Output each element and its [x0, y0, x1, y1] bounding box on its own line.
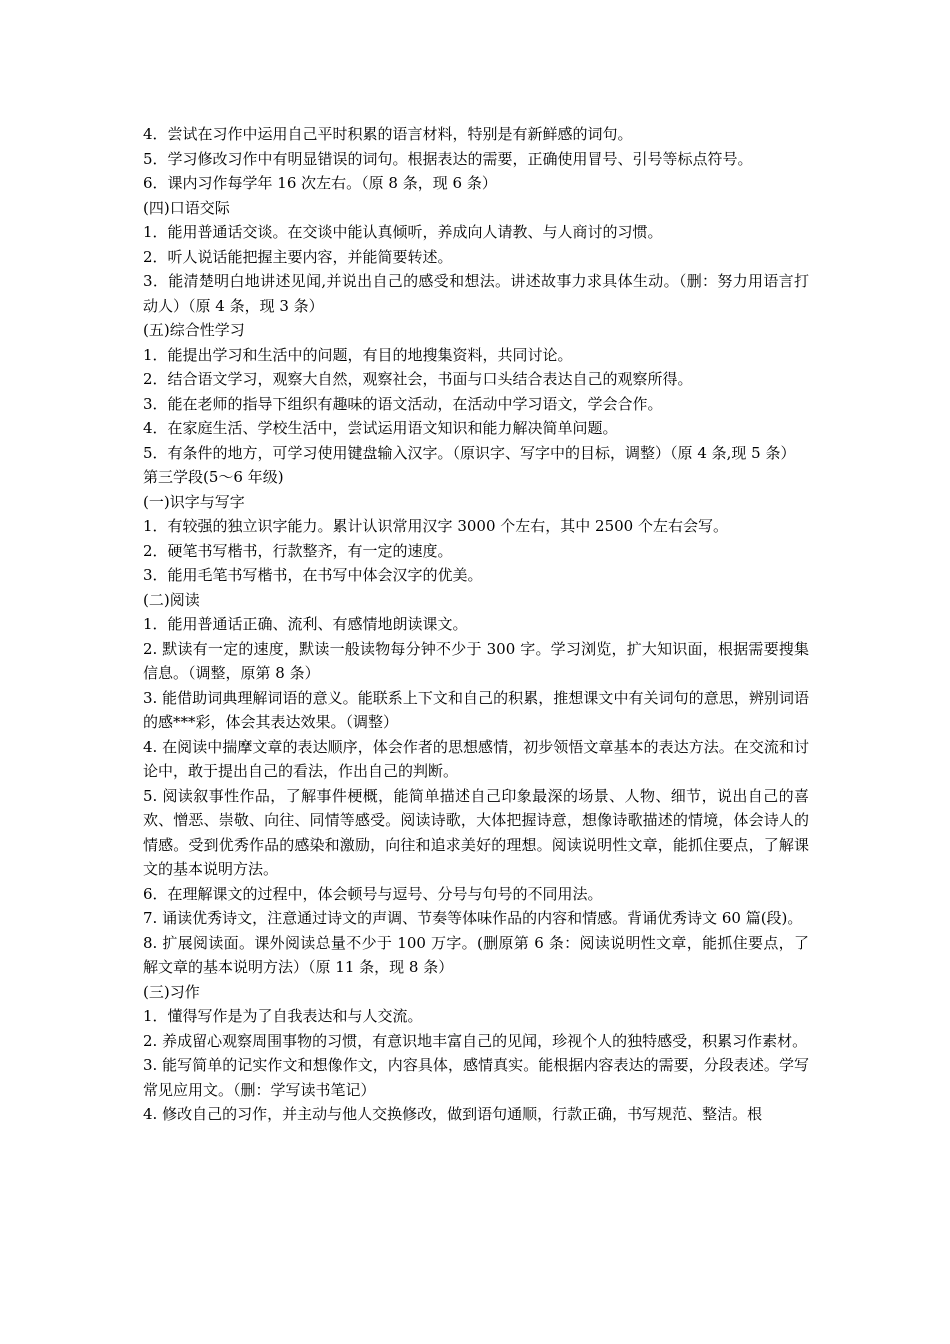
document-body — [143, 122, 809, 1127]
text-line: 5. 阅读叙事性作品，了解事件梗概，能简单描述自己印象最深的场景、人物、细节，说出自己的喜欢、憎恶、崇敬、向往、同情等感受。阅读诗歌，大体把握诗意，想像诗歌描述的情境，体会诗人的情感。受到优秀作品的感染和激励，向往和追求美好的理想。阅读说明性文章，能抓住要点，了解课文的基本说明方法。 — [143, 786, 809, 878]
text-line: 4. 修改自己的习作，并主动与他人交换修改，做到语句通顺，行款正确，书写规范、整洁。根 — [143, 1105, 763, 1123]
text-line: 5．学习修改习作中有明显错误的词句。根据表达的需要，正确使用冒号、引号等标点符号。 — [143, 149, 753, 168]
text-line: 6．在理解课文的过程中，体会顿号与逗号、分号与句号的不同用法。 — [143, 884, 603, 903]
section-heading: (五)综合性学习 — [143, 321, 245, 339]
text-line: 4. 在阅读中揣摩文章的表达顺序，体会作者的思想感情，初步领悟文章基本的表达方法。在交流和讨论中，敢于提出自己的看法，作出自己的判断。 — [143, 737, 809, 780]
text-line: 5．有条件的地方，可学习使用键盘输入汉字。（原识字、写字中的目标，调整）（原 4 条,现 5 条） — [143, 443, 796, 462]
text-line: 4．在家庭生活、学校生活中，尝试运用语文知识和能力解决简单问题。 — [143, 419, 618, 437]
text-line: 6．课内习作每学年 16 次左右。（原 8 条，现 6 条） — [143, 174, 497, 192]
text-line: 1．有较强的独立识字能力。累计认识常用汉字 3000 个左右，其中 2500 个左右会写。 — [143, 517, 728, 535]
text-line: 7. 诵读优秀诗文，注意通过诗文的声调、节奏等体味作品的内容和情感。背诵优秀诗文 60 篇(段)。 — [143, 909, 803, 927]
section-heading: (四)口语交际 — [143, 198, 230, 217]
text-line: 4．尝试在习作中运用自己平时积累的语言材料，特别是有新鲜感的词句。 — [143, 125, 633, 143]
text-line: 3. 能写简单的记实作文和想像作文，内容具体，感情真实。能根据内容表达的需要，分段表述。学写常见应用文。（删：学写读书笔记） — [143, 1056, 809, 1099]
section-heading: (三)习作 — [143, 982, 200, 1001]
text-line: 2. 默读有一定的速度，默读一般读物每分钟不少于 300 字。学习浏览，扩大知识面，根据需要搜集信息。（调整，原第 8 条） — [143, 639, 809, 682]
text-line: 3．能在老师的指导下组织有趣味的语文活动，在活动中学习语文，学会合作。 — [143, 394, 663, 413]
text-line: 2. 养成留心观察周围事物的习惯，有意识地丰富自己的见闻，珍视个人的独特感受，积累习作素材。 — [143, 1031, 808, 1050]
text-line: 3．能用毛笔书写楷书，在书写中体会汉字的优美。 — [143, 566, 483, 584]
stage-heading: 第三学段(5～6 年级) — [143, 468, 284, 486]
text-line: 1．能提出学习和生活中的问题，有目的地搜集资料，共同讨论。 — [143, 345, 573, 364]
text-line: 1．懂得写作是为了自我表达和与人交流。 — [143, 1007, 423, 1025]
section-heading: (二)阅读 — [143, 590, 200, 609]
text-line: 2．听人说话能把握主要内容，并能简要转述。 — [143, 247, 453, 266]
section-heading: (一)识字与写字 — [143, 492, 245, 511]
text-line: 2．硬笔书写楷书，行款整齐，有一定的速度。 — [143, 541, 453, 560]
text-line: 8. 扩展阅读面。课外阅读总量不少于 100 万字。(删原第 6 条：阅读说明性文章，能抓住要点，了解文章的基本说明方法）（原 11 条，现 8 条） — [143, 933, 809, 976]
text-line: 2．结合语文学习，观察大自然，观察社会，书面与口头结合表达自己的观察所得。 — [143, 370, 693, 388]
text-line: 1．能用普通话交谈。在交谈中能认真倾听，养成向人请教、与人商讨的习惯。 — [143, 223, 663, 241]
text-line: 3．能清楚明白地讲述见闻,并说出自己的感受和想法。讲述故事力求具体生动。（删：努力用语言打动人）（原 4 条，现 3 条） — [143, 272, 809, 315]
text-line: 1．能用普通话正确、流利、有感情地朗读课文。 — [143, 615, 468, 633]
text-line: 3. 能借助词典理解词语的意义。能联系上下文和自己的积累，推想课文中有关词句的意思，辨别词语的感***彩，体会其表达效果。（调整） — [143, 688, 809, 731]
